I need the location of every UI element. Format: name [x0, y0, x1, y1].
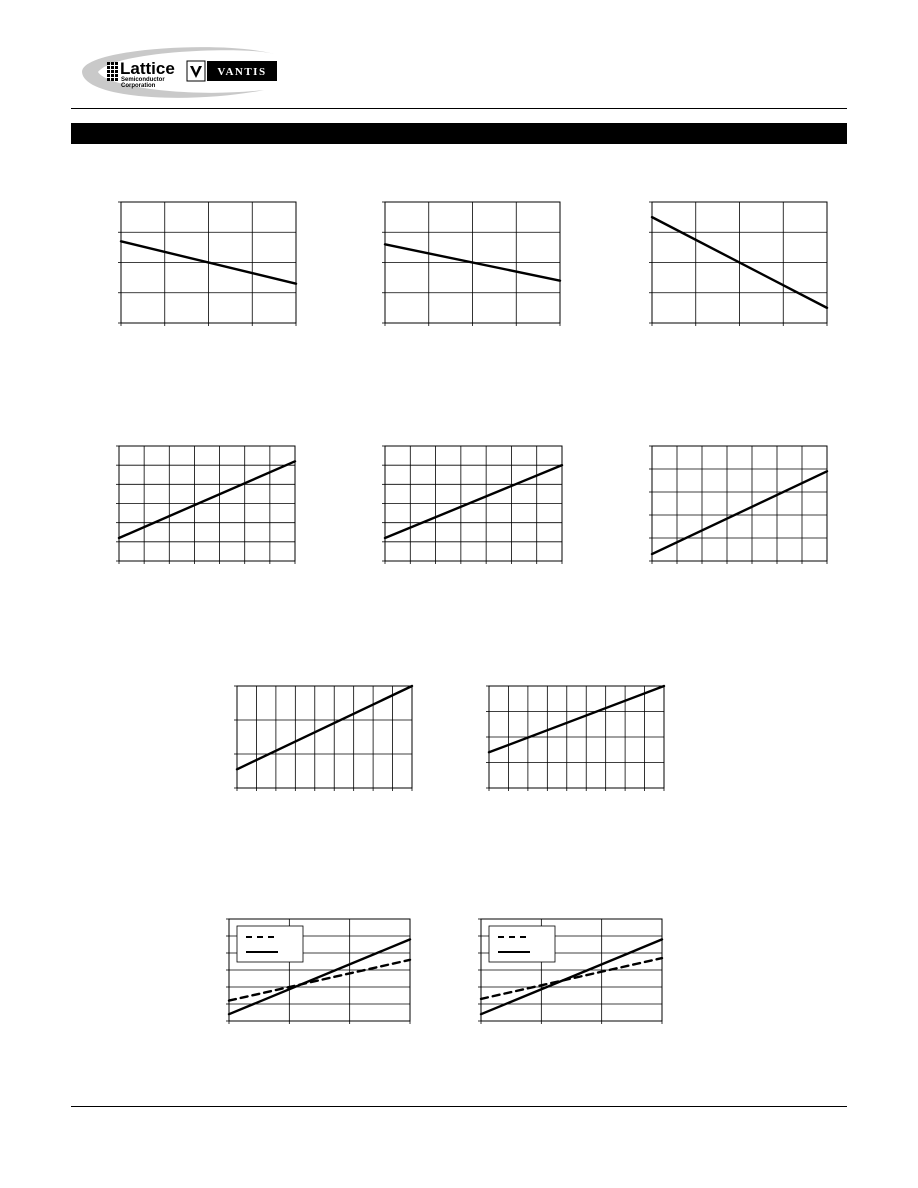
chart-row1-left — [121, 202, 296, 323]
company-logo — [74, 42, 279, 102]
chart-row3-left — [237, 686, 412, 788]
legend-box — [489, 926, 555, 962]
series-line-dashed — [229, 960, 410, 1001]
section-title-bar — [71, 123, 847, 144]
chart-row2-left — [119, 446, 295, 561]
chart-row4-left — [229, 919, 410, 1021]
chart-row3-right — [489, 686, 664, 788]
plot-frame — [237, 686, 412, 788]
chart-row1-right — [652, 202, 827, 323]
lattice-grid-icon — [107, 62, 118, 81]
legend-box — [237, 926, 303, 962]
plot-frame — [652, 446, 827, 561]
series-line-solid — [489, 686, 664, 752]
lattice-wordmark: Lattice — [120, 59, 175, 78]
chart-row2-middle — [385, 446, 562, 561]
series-line-solid — [237, 686, 412, 769]
chart-row2-right — [652, 446, 827, 561]
lattice-subtitle-line-1: Semiconductor — [121, 77, 165, 83]
footer-rule — [71, 1106, 847, 1107]
series-line-dashed — [481, 958, 662, 999]
series-line-solid — [385, 465, 562, 538]
vantis-wordmark: VANTIS — [217, 66, 267, 78]
series-line-solid — [119, 461, 295, 538]
series-line-solid — [652, 471, 827, 554]
chart-row1-middle — [385, 202, 560, 323]
header-rule — [71, 108, 847, 109]
chart-row4-right — [481, 919, 662, 1021]
lattice-subtitle-line-2: Corporation — [121, 83, 156, 89]
